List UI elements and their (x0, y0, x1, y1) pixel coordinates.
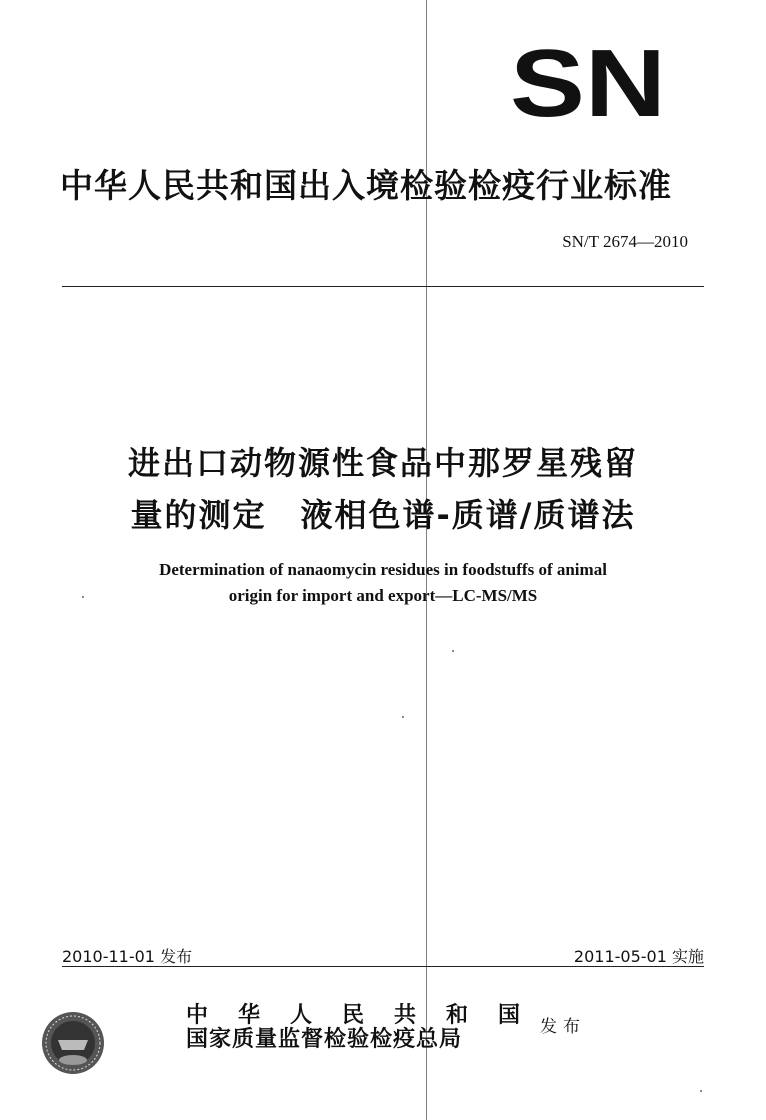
issue-date: 2010-11-01 发布 (62, 947, 193, 966)
scan-speck (700, 1090, 702, 1092)
standard-category-title: 中华人民共和国出入境检验检疫行业标准 (60, 166, 672, 205)
standard-number: SN/T 2674—2010 (562, 232, 688, 251)
svg-text:SN: SN (510, 40, 666, 122)
top-divider (62, 286, 704, 287)
seal-stamp-icon (40, 1010, 106, 1076)
issued-label: 发布 (540, 1017, 586, 1037)
sn-logo (508, 40, 668, 122)
chinese-title-part-b: 液相色谱-质谱/质谱法 (300, 496, 636, 534)
issuer-line-2: 国家质量监督检验检疫总局 (186, 1026, 463, 1051)
english-title-line-2: origin for import and export—LC-MS/MS (228, 586, 538, 605)
implementation-date: 2011-05-01 实施 (573, 947, 704, 966)
english-title-line-1: Determination of nanaomycin residues in foodstuffs of animal (159, 560, 607, 579)
bottom-divider (62, 966, 704, 967)
chinese-title-part-a: 量的测定 (130, 496, 267, 534)
chinese-title-line-1: 进出口动物源性食品中那罗星残留 (127, 444, 638, 482)
scan-speck (452, 650, 454, 652)
issuer-line-1: 中华人民共和国 (186, 1002, 551, 1027)
chinese-title-line-2 (60, 490, 706, 536)
scan-speck (402, 716, 404, 718)
scan-speck (82, 596, 84, 598)
